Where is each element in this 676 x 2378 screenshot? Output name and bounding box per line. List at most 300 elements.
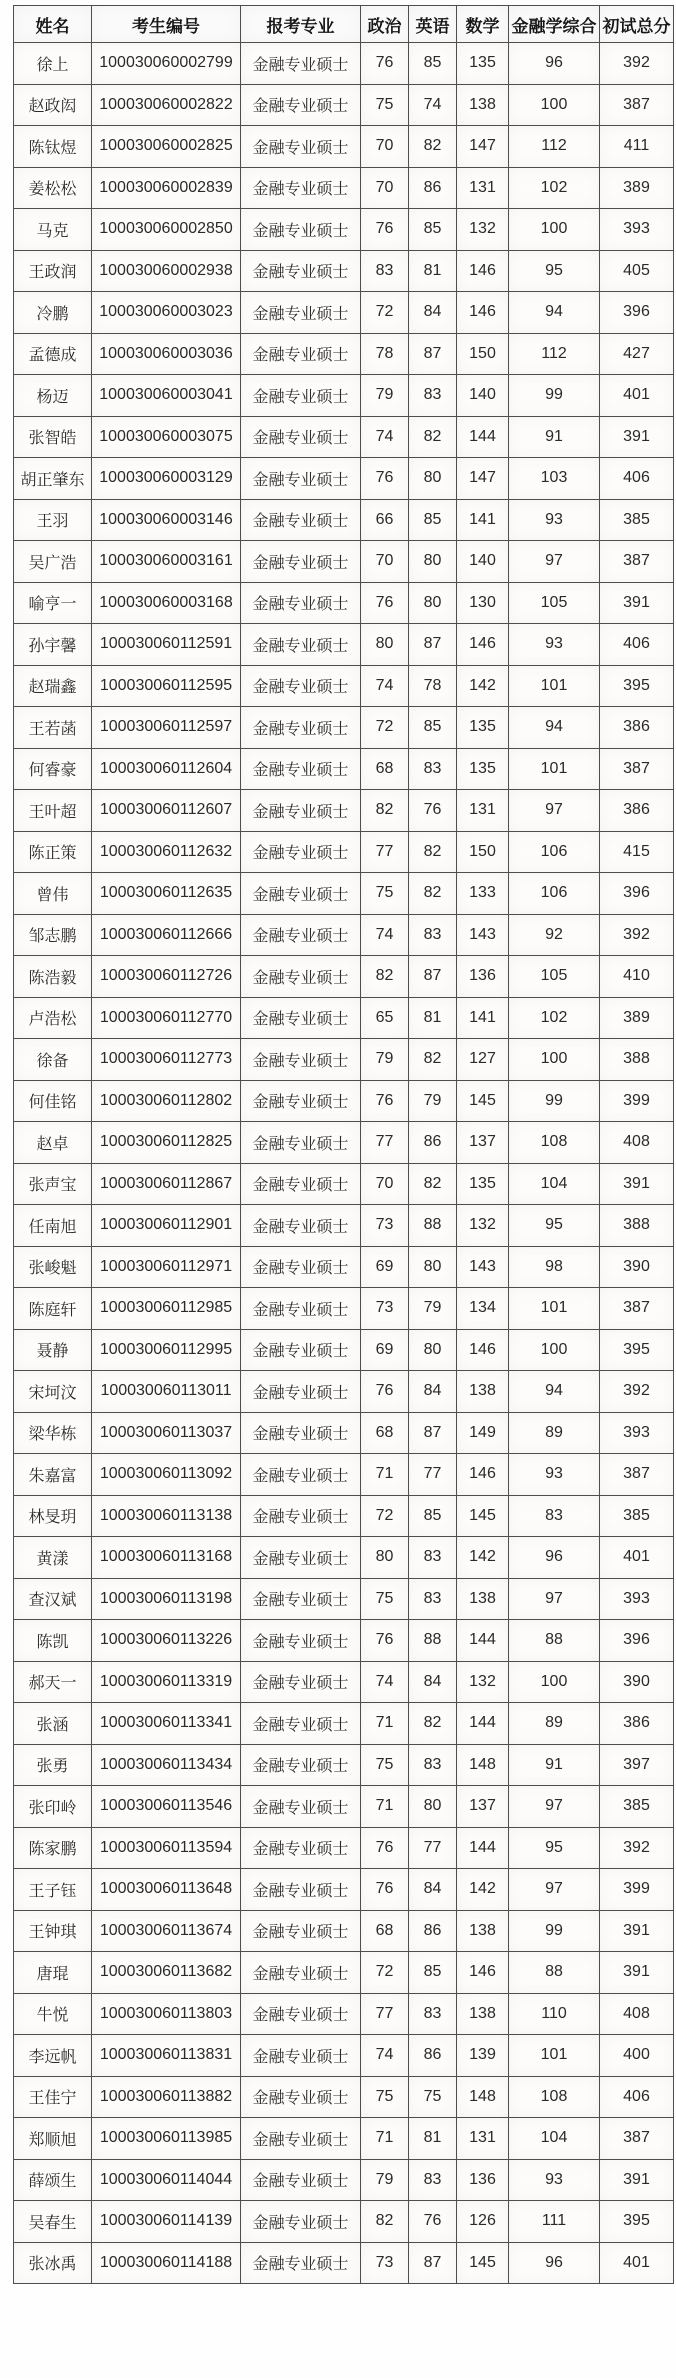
cell-english: 80 xyxy=(409,582,457,624)
table-row xyxy=(14,1910,674,1952)
cell-major: 金融专业硕士 xyxy=(241,2242,361,2284)
table-row xyxy=(14,1703,674,1745)
cell-politics: 72 xyxy=(361,1952,409,1994)
table-row xyxy=(14,624,674,666)
table-row xyxy=(14,333,674,375)
cell-math: 132 xyxy=(457,209,509,251)
cell-name: 何佳铭 xyxy=(14,1080,92,1122)
cell-major: 金融专业硕士 xyxy=(241,1412,361,1454)
cell-finance-comprehensive: 102 xyxy=(509,167,600,209)
cell-name: 胡正肇东 xyxy=(14,458,92,500)
cell-politics: 75 xyxy=(361,84,409,126)
cell-politics: 70 xyxy=(361,541,409,583)
table-row xyxy=(14,790,674,832)
cell-total-score: 392 xyxy=(600,1371,674,1413)
cell-math: 144 xyxy=(457,416,509,458)
cell-name: 张印岭 xyxy=(14,1786,92,1828)
cell-major: 金融专业硕士 xyxy=(241,707,361,749)
cell-major: 金融专业硕士 xyxy=(241,1122,361,1164)
cell-name: 薛颂生 xyxy=(14,2159,92,2201)
table-row xyxy=(14,2035,674,2077)
cell-finance-comprehensive: 94 xyxy=(509,707,600,749)
cell-major: 金融专业硕士 xyxy=(241,1163,361,1205)
table-row xyxy=(14,582,674,624)
cell-total-score: 408 xyxy=(600,1122,674,1164)
cell-name: 郑顺旭 xyxy=(14,2118,92,2160)
table-row xyxy=(14,956,674,998)
cell-politics: 83 xyxy=(361,250,409,292)
table-row xyxy=(14,292,674,334)
cell-politics: 78 xyxy=(361,333,409,375)
cell-math: 132 xyxy=(457,1661,509,1703)
cell-politics: 75 xyxy=(361,1578,409,1620)
cell-math: 144 xyxy=(457,1620,509,1662)
cell-english: 78 xyxy=(409,665,457,707)
cell-english: 81 xyxy=(409,250,457,292)
cell-major: 金融专业硕士 xyxy=(241,1329,361,1371)
cell-politics: 74 xyxy=(361,665,409,707)
cell-candidate-id: 100030060003129 xyxy=(92,458,241,500)
cell-total-score: 406 xyxy=(600,2076,674,2118)
cell-name: 朱嘉富 xyxy=(14,1454,92,1496)
cell-name: 陈凯 xyxy=(14,1620,92,1662)
cell-total-score: 391 xyxy=(600,1163,674,1205)
cell-politics: 76 xyxy=(361,458,409,500)
cell-name: 姜松松 xyxy=(14,167,92,209)
cell-name: 徐备 xyxy=(14,1039,92,1081)
cell-english: 80 xyxy=(409,1329,457,1371)
cell-english: 85 xyxy=(409,707,457,749)
cell-politics: 74 xyxy=(361,2035,409,2077)
cell-name: 李远帆 xyxy=(14,2035,92,2077)
cell-major: 金融专业硕士 xyxy=(241,665,361,707)
cell-finance-comprehensive: 93 xyxy=(509,499,600,541)
cell-politics: 70 xyxy=(361,167,409,209)
cell-finance-comprehensive: 104 xyxy=(509,2118,600,2160)
cell-politics: 68 xyxy=(361,748,409,790)
cell-name: 王佳宁 xyxy=(14,2076,92,2118)
cell-total-score: 399 xyxy=(600,1869,674,1911)
cell-name: 林旻玥 xyxy=(14,1495,92,1537)
cell-name: 孟德成 xyxy=(14,333,92,375)
table-row xyxy=(14,1454,674,1496)
cell-finance-comprehensive: 100 xyxy=(509,1329,600,1371)
cell-name: 杨迈 xyxy=(14,375,92,417)
cell-english: 83 xyxy=(409,1537,457,1579)
cell-math: 141 xyxy=(457,997,509,1039)
cell-total-score: 391 xyxy=(600,416,674,458)
cell-politics: 69 xyxy=(361,1246,409,1288)
table-row xyxy=(14,458,674,500)
cell-politics: 76 xyxy=(361,1620,409,1662)
cell-candidate-id: 100030060112802 xyxy=(92,1080,241,1122)
cell-major: 金融专业硕士 xyxy=(241,873,361,915)
cell-total-score: 387 xyxy=(600,2118,674,2160)
cell-name: 张冰禹 xyxy=(14,2242,92,2284)
cell-finance-comprehensive: 100 xyxy=(509,1039,600,1081)
cell-major: 金融专业硕士 xyxy=(241,1578,361,1620)
cell-major: 金融专业硕士 xyxy=(241,126,361,168)
cell-finance-comprehensive: 102 xyxy=(509,997,600,1039)
cell-math: 131 xyxy=(457,790,509,832)
cell-candidate-id: 100030060112995 xyxy=(92,1329,241,1371)
cell-finance-comprehensive: 96 xyxy=(509,43,600,85)
cell-candidate-id: 100030060112825 xyxy=(92,1122,241,1164)
cell-name: 王钟琪 xyxy=(14,1910,92,1952)
cell-english: 86 xyxy=(409,1910,457,1952)
cell-finance-comprehensive: 91 xyxy=(509,1744,600,1786)
cell-politics: 73 xyxy=(361,2242,409,2284)
cell-finance-comprehensive: 94 xyxy=(509,292,600,334)
cell-total-score: 410 xyxy=(600,956,674,998)
cell-politics: 75 xyxy=(361,873,409,915)
cell-candidate-id: 100030060112635 xyxy=(92,873,241,915)
column-header-total-score: 初试总分 xyxy=(600,6,674,43)
cell-candidate-id: 100030060003168 xyxy=(92,582,241,624)
cell-major: 金融专业硕士 xyxy=(241,1661,361,1703)
cell-finance-comprehensive: 112 xyxy=(509,126,600,168)
cell-english: 83 xyxy=(409,914,457,956)
cell-finance-comprehensive: 101 xyxy=(509,2035,600,2077)
cell-math: 136 xyxy=(457,956,509,998)
cell-name: 陈庭轩 xyxy=(14,1288,92,1330)
cell-english: 82 xyxy=(409,126,457,168)
cell-candidate-id: 100030060113594 xyxy=(92,1827,241,1869)
cell-math: 146 xyxy=(457,292,509,334)
column-header-english: 英语 xyxy=(409,6,457,43)
cell-name: 张勇 xyxy=(14,1744,92,1786)
cell-english: 76 xyxy=(409,2201,457,2243)
table-row xyxy=(14,1661,674,1703)
cell-name: 任南旭 xyxy=(14,1205,92,1247)
cell-name: 孙宇馨 xyxy=(14,624,92,666)
cell-major: 金融专业硕士 xyxy=(241,1703,361,1745)
cell-english: 76 xyxy=(409,790,457,832)
cell-total-score: 389 xyxy=(600,167,674,209)
cell-math: 141 xyxy=(457,499,509,541)
cell-candidate-id: 100030060113648 xyxy=(92,1869,241,1911)
cell-finance-comprehensive: 83 xyxy=(509,1495,600,1537)
cell-english: 83 xyxy=(409,375,457,417)
cell-candidate-id: 100030060003146 xyxy=(92,499,241,541)
cell-finance-comprehensive: 97 xyxy=(509,541,600,583)
cell-major: 金融专业硕士 xyxy=(241,333,361,375)
cell-name: 王若菡 xyxy=(14,707,92,749)
cell-math: 146 xyxy=(457,624,509,666)
cell-total-score: 400 xyxy=(600,2035,674,2077)
cell-major: 金融专业硕士 xyxy=(241,582,361,624)
cell-name: 曾伟 xyxy=(14,873,92,915)
cell-english: 82 xyxy=(409,873,457,915)
cell-candidate-id: 100030060114188 xyxy=(92,2242,241,2284)
cell-major: 金融专业硕士 xyxy=(241,2076,361,2118)
table-row xyxy=(14,1246,674,1288)
cell-candidate-id: 100030060113198 xyxy=(92,1578,241,1620)
table-row xyxy=(14,416,674,458)
cell-candidate-id: 100030060002822 xyxy=(92,84,241,126)
cell-politics: 82 xyxy=(361,790,409,832)
cell-candidate-id: 100030060114044 xyxy=(92,2159,241,2201)
cell-english: 79 xyxy=(409,1080,457,1122)
cell-major: 金融专业硕士 xyxy=(241,997,361,1039)
cell-candidate-id: 100030060113037 xyxy=(92,1412,241,1454)
cell-finance-comprehensive: 93 xyxy=(509,1454,600,1496)
cell-total-score: 399 xyxy=(600,1080,674,1122)
cell-finance-comprehensive: 100 xyxy=(509,1661,600,1703)
cell-math: 138 xyxy=(457,1371,509,1413)
cell-major: 金融专业硕士 xyxy=(241,1537,361,1579)
cell-politics: 75 xyxy=(361,2076,409,2118)
cell-total-score: 397 xyxy=(600,1744,674,1786)
cell-candidate-id: 100030060112604 xyxy=(92,748,241,790)
table-row xyxy=(14,1827,674,1869)
cell-name: 赵政闳 xyxy=(14,84,92,126)
cell-name: 查汉斌 xyxy=(14,1578,92,1620)
cell-english: 83 xyxy=(409,748,457,790)
cell-total-score: 387 xyxy=(600,84,674,126)
cell-english: 83 xyxy=(409,1744,457,1786)
cell-math: 146 xyxy=(457,1454,509,1496)
cell-name: 冷鹏 xyxy=(14,292,92,334)
cell-name: 宋坷汶 xyxy=(14,1371,92,1413)
cell-math: 132 xyxy=(457,1205,509,1247)
cell-name: 唐琨 xyxy=(14,1952,92,1994)
cell-name: 邹志鹏 xyxy=(14,914,92,956)
cell-english: 81 xyxy=(409,997,457,1039)
cell-name: 张智皓 xyxy=(14,416,92,458)
table-row xyxy=(14,665,674,707)
cell-major: 金融专业硕士 xyxy=(241,1952,361,1994)
cell-english: 85 xyxy=(409,1495,457,1537)
cell-total-score: 393 xyxy=(600,209,674,251)
cell-candidate-id: 100030060113546 xyxy=(92,1786,241,1828)
cell-major: 金融专业硕士 xyxy=(241,1744,361,1786)
cell-politics: 76 xyxy=(361,1827,409,1869)
cell-math: 126 xyxy=(457,2201,509,2243)
cell-candidate-id: 100030060003075 xyxy=(92,416,241,458)
cell-finance-comprehensive: 104 xyxy=(509,1163,600,1205)
table-row xyxy=(14,1744,674,1786)
table-row xyxy=(14,1288,674,1330)
cell-math: 138 xyxy=(457,1993,509,2035)
cell-politics: 76 xyxy=(361,1371,409,1413)
cell-name: 马克 xyxy=(14,209,92,251)
cell-english: 83 xyxy=(409,1993,457,2035)
cell-math: 138 xyxy=(457,84,509,126)
cell-major: 金融专业硕士 xyxy=(241,250,361,292)
cell-english: 84 xyxy=(409,1661,457,1703)
cell-total-score: 391 xyxy=(600,582,674,624)
cell-english: 85 xyxy=(409,499,457,541)
cell-english: 80 xyxy=(409,458,457,500)
cell-math: 146 xyxy=(457,250,509,292)
cell-english: 87 xyxy=(409,956,457,998)
cell-name: 张涵 xyxy=(14,1703,92,1745)
table-row xyxy=(14,831,674,873)
cell-math: 146 xyxy=(457,1952,509,1994)
cell-math: 145 xyxy=(457,1495,509,1537)
cell-major: 金融专业硕士 xyxy=(241,1454,361,1496)
cell-finance-comprehensive: 97 xyxy=(509,1578,600,1620)
cell-finance-comprehensive: 94 xyxy=(509,1371,600,1413)
cell-english: 85 xyxy=(409,43,457,85)
cell-major: 金融专业硕士 xyxy=(241,624,361,666)
cell-politics: 72 xyxy=(361,707,409,749)
table-row xyxy=(14,2076,674,2118)
cell-english: 88 xyxy=(409,1620,457,1662)
cell-math: 139 xyxy=(457,2035,509,2077)
cell-finance-comprehensive: 99 xyxy=(509,1080,600,1122)
cell-math: 145 xyxy=(457,2242,509,2284)
cell-english: 86 xyxy=(409,1122,457,1164)
cell-total-score: 408 xyxy=(600,1993,674,2035)
cell-finance-comprehensive: 95 xyxy=(509,1827,600,1869)
cell-name: 梁华栋 xyxy=(14,1412,92,1454)
cell-politics: 66 xyxy=(361,499,409,541)
cell-politics: 77 xyxy=(361,831,409,873)
cell-total-score: 406 xyxy=(600,624,674,666)
cell-finance-comprehensive: 103 xyxy=(509,458,600,500)
table-row xyxy=(14,2201,674,2243)
cell-candidate-id: 100030060112971 xyxy=(92,1246,241,1288)
cell-english: 80 xyxy=(409,1786,457,1828)
cell-major: 金融专业硕士 xyxy=(241,167,361,209)
table-row xyxy=(14,1371,674,1413)
cell-finance-comprehensive: 106 xyxy=(509,831,600,873)
cell-finance-comprehensive: 110 xyxy=(509,1993,600,2035)
cell-finance-comprehensive: 95 xyxy=(509,1205,600,1247)
cell-math: 135 xyxy=(457,43,509,85)
table-row xyxy=(14,541,674,583)
cell-total-score: 396 xyxy=(600,292,674,334)
cell-math: 148 xyxy=(457,2076,509,2118)
cell-finance-comprehensive: 106 xyxy=(509,873,600,915)
cell-name: 王子钰 xyxy=(14,1869,92,1911)
table-row xyxy=(14,1952,674,1994)
cell-politics: 71 xyxy=(361,1786,409,1828)
cell-politics: 70 xyxy=(361,126,409,168)
cell-major: 金融专业硕士 xyxy=(241,541,361,583)
cell-candidate-id: 100030060113674 xyxy=(92,1910,241,1952)
cell-finance-comprehensive: 101 xyxy=(509,748,600,790)
cell-math: 147 xyxy=(457,458,509,500)
table-row xyxy=(14,1080,674,1122)
cell-finance-comprehensive: 92 xyxy=(509,914,600,956)
cell-total-score: 392 xyxy=(600,914,674,956)
cell-candidate-id: 100030060113803 xyxy=(92,1993,241,2035)
cell-name: 陈浩毅 xyxy=(14,956,92,998)
cell-candidate-id: 100030060003041 xyxy=(92,375,241,417)
cell-total-score: 390 xyxy=(600,1246,674,1288)
cell-politics: 75 xyxy=(361,1744,409,1786)
cell-candidate-id: 100030060112597 xyxy=(92,707,241,749)
cell-english: 80 xyxy=(409,1246,457,1288)
column-header-finance-comprehensive: 金融学综合 xyxy=(509,6,600,43)
cell-name: 郝天一 xyxy=(14,1661,92,1703)
cell-math: 144 xyxy=(457,1827,509,1869)
cell-candidate-id: 100030060112726 xyxy=(92,956,241,998)
cell-candidate-id: 100030060112867 xyxy=(92,1163,241,1205)
cell-math: 147 xyxy=(457,126,509,168)
cell-total-score: 388 xyxy=(600,1039,674,1081)
cell-total-score: 396 xyxy=(600,1620,674,1662)
table-row xyxy=(14,1412,674,1454)
cell-name: 卢浩松 xyxy=(14,997,92,1039)
cell-total-score: 427 xyxy=(600,333,674,375)
cell-total-score: 391 xyxy=(600,2159,674,2201)
cell-name: 陈正策 xyxy=(14,831,92,873)
cell-english: 87 xyxy=(409,333,457,375)
cell-finance-comprehensive: 96 xyxy=(509,1537,600,1579)
cell-total-score: 389 xyxy=(600,997,674,1039)
column-header-name: 姓名 xyxy=(14,6,92,43)
cell-english: 82 xyxy=(409,416,457,458)
cell-candidate-id: 100030060113168 xyxy=(92,1537,241,1579)
table-row xyxy=(14,2159,674,2201)
cell-math: 150 xyxy=(457,333,509,375)
cell-total-score: 391 xyxy=(600,1910,674,1952)
cell-major: 金融专业硕士 xyxy=(241,209,361,251)
cell-finance-comprehensive: 88 xyxy=(509,1952,600,1994)
cell-major: 金融专业硕士 xyxy=(241,43,361,85)
cell-candidate-id: 100030060003023 xyxy=(92,292,241,334)
cell-total-score: 387 xyxy=(600,1288,674,1330)
table-row xyxy=(14,499,674,541)
score-table xyxy=(13,5,674,2284)
cell-math: 138 xyxy=(457,1578,509,1620)
cell-politics: 79 xyxy=(361,375,409,417)
cell-total-score: 401 xyxy=(600,375,674,417)
cell-candidate-id: 100030060002825 xyxy=(92,126,241,168)
cell-candidate-id: 100030060113682 xyxy=(92,1952,241,1994)
cell-candidate-id: 100030060112591 xyxy=(92,624,241,666)
cell-candidate-id: 100030060113882 xyxy=(92,2076,241,2118)
cell-politics: 82 xyxy=(361,956,409,998)
cell-english: 82 xyxy=(409,1039,457,1081)
cell-major: 金融专业硕士 xyxy=(241,2201,361,2243)
cell-total-score: 386 xyxy=(600,707,674,749)
cell-name: 王羽 xyxy=(14,499,92,541)
cell-finance-comprehensive: 100 xyxy=(509,84,600,126)
cell-candidate-id: 100030060112666 xyxy=(92,914,241,956)
cell-math: 127 xyxy=(457,1039,509,1081)
cell-major: 金融专业硕士 xyxy=(241,458,361,500)
cell-candidate-id: 100030060113138 xyxy=(92,1495,241,1537)
cell-finance-comprehensive: 111 xyxy=(509,2201,600,2243)
cell-politics: 77 xyxy=(361,1122,409,1164)
table-row xyxy=(14,1495,674,1537)
cell-name: 吴春生 xyxy=(14,2201,92,2243)
cell-name: 牛悦 xyxy=(14,1993,92,2035)
column-header-math: 数学 xyxy=(457,6,509,43)
cell-math: 130 xyxy=(457,582,509,624)
cell-total-score: 391 xyxy=(600,1952,674,1994)
cell-politics: 76 xyxy=(361,1869,409,1911)
cell-total-score: 386 xyxy=(600,1703,674,1745)
table-row xyxy=(14,1537,674,1579)
cell-politics: 65 xyxy=(361,997,409,1039)
table-row xyxy=(14,1620,674,1662)
cell-major: 金融专业硕士 xyxy=(241,499,361,541)
cell-politics: 80 xyxy=(361,1537,409,1579)
cell-politics: 73 xyxy=(361,1288,409,1330)
cell-name: 吴广浩 xyxy=(14,541,92,583)
cell-name: 王叶超 xyxy=(14,790,92,832)
cell-name: 赵瑞鑫 xyxy=(14,665,92,707)
cell-major: 金融专业硕士 xyxy=(241,1080,361,1122)
cell-finance-comprehensive: 96 xyxy=(509,2242,600,2284)
table-row xyxy=(14,84,674,126)
